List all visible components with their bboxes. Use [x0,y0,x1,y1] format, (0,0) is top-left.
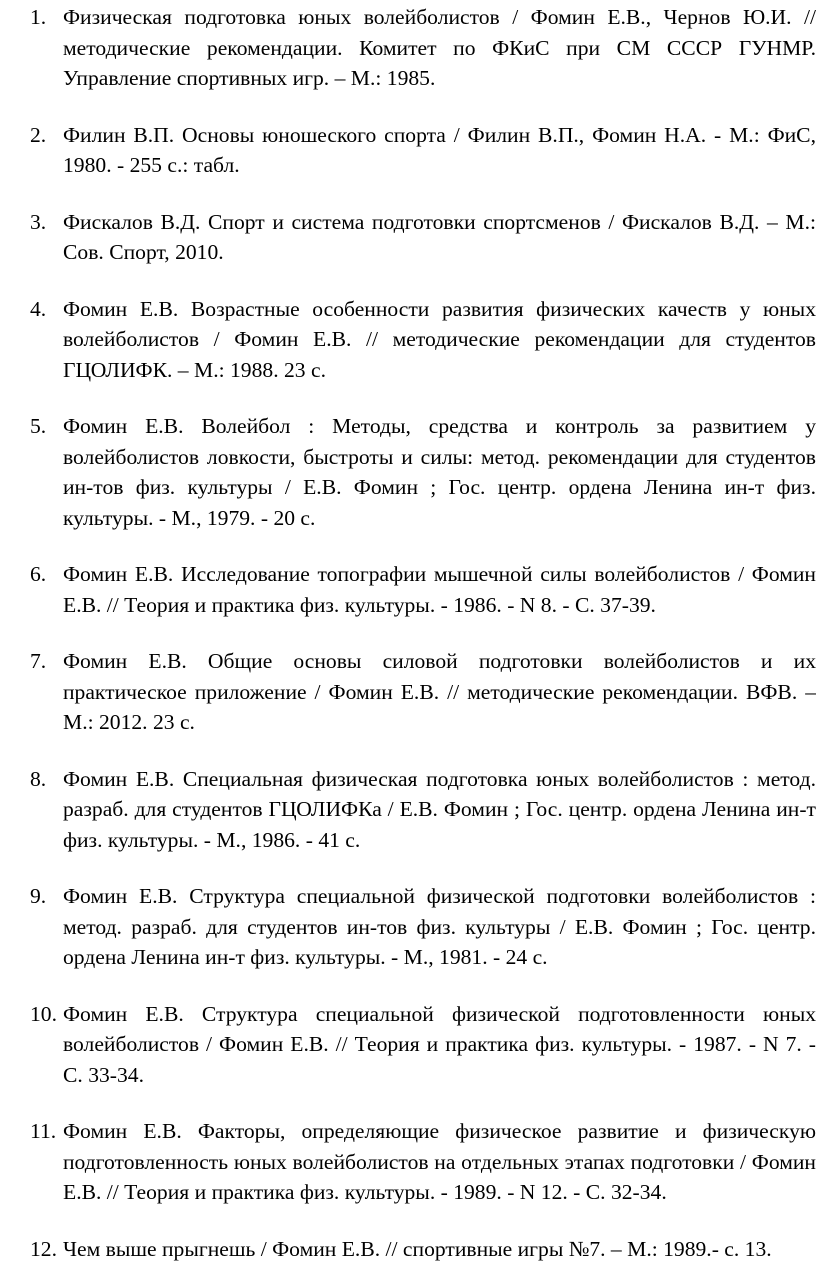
reference-text: Фомин Е.В. Структура специальной физической подготовки волейболистов : метод. разраб. для студентов ин-тов физ. культуры / Е.В. Фомин ; Гос. центр. ордена Ленина ин-т физ. культуры. - М., 1981. - 24 с. [63,884,816,969]
reference-item [30,411,816,533]
reference-text: Фомин Е.В. Возрастные особенности развития физических качеств у юных волейболистов / Фомин Е.В. // методические рекомендации для студентов ГЦОЛИФК. – М.: 1988. 23 с. [63,296,816,382]
reference-item [30,2,816,94]
reference-item [30,1116,816,1208]
reference-number: 6. [30,562,47,586]
reference-number: 9. [30,884,47,908]
reference-item [30,646,816,738]
reference-text: Фомин Е.В. Факторы, определяющие физическое развитие и физическую подготовленность юных волейболистов на отдельных этапах подготовки / Фомин Е.В. // Теория и практика физ. культуры. - 1989. - N 12. - С. 32-34. [63,1119,816,1204]
reference-text: Филин В.П. Основы юношеского спорта / Филин В.П., Фомин Н.А. - М.: ФиС, 1980. - 255 с.: табл. [63,122,816,177]
reference-number: 11. [30,1119,57,1143]
reference-text: Физическая подготовка юных волейболистов / Фомин Е.В., Чернов Ю.И. // методические рекомендации. Комитет по ФКиС при СМ СССР ГУНМР. Управление спортивных игр. – М.: 1985. [63,5,816,90]
reference-item [30,881,816,973]
reference-text: Фомин Е.В. Структура специальной физической подготовленности юных волейболистов / Фомин Е.В. // Теория и практика физ. культуры. - 1987. - N 7. - С. 33-34. [63,1001,816,1087]
reference-text: Фискалов В.Д. Спорт и система подготовки спортсменов / Фискалов В.Д. – М.: Сов. Спорт, 2010. [63,209,816,264]
reference-text: Фомин Е.В. Общие основы силовой подготовки волейболистов и их практическое приложение / Фомин Е.В. // методические рекомендации. ВФВ. – М.: 2012. 23 с. [63,649,816,734]
reference-item [30,999,816,1091]
reference-number: 7. [30,649,47,673]
reference-text: Фомин Е.В. Специальная физическая подготовка юных волейболистов : метод. разраб. для студентов ГЦОЛИФКа / Е.В. Фомин ; Гос. центр. ордена Ленина ин-т физ. культуры. - М., 1986. - 41 с. [63,766,816,852]
reference-item [30,207,816,268]
reference-item [30,294,816,386]
reference-number: 2. [30,122,47,147]
reference-text: Фомин Е.В. Волейбол : Методы, средства и контроль за развитием у волейболистов ловкости, быстроты и силы: метод. рекомендации для студентов ин-тов физ. культуры / Е.В. Фомин ; Гос. центр. ордена Ленина ин-т физ. культуры. - М., 1979. - 20 с. [63,414,816,530]
reference-number: 1. [30,5,47,29]
reference-text: Чем выше прыгнешь / Фомин Е.В. // спортивные игры №7. – М.: 1989.- с. 13. [63,1236,772,1261]
reference-number: 12. [30,1236,57,1261]
reference-number: 8. [30,766,47,791]
reference-number: 3. [30,209,47,234]
reference-number: 5. [30,414,47,438]
reference-list [30,2,816,1264]
reference-item [30,559,816,620]
reference-item [30,764,816,856]
reference-item [30,1234,816,1265]
reference-number: 10. [30,1001,57,1026]
reference-number: 4. [30,296,47,321]
reference-text: Фомин Е.В. Исследование топографии мышечной силы волейболистов / Фомин Е.В. // Теория и практика физ. культуры. - 1986. - N 8. - С. 37-39. [63,562,816,617]
reference-item [30,120,816,181]
